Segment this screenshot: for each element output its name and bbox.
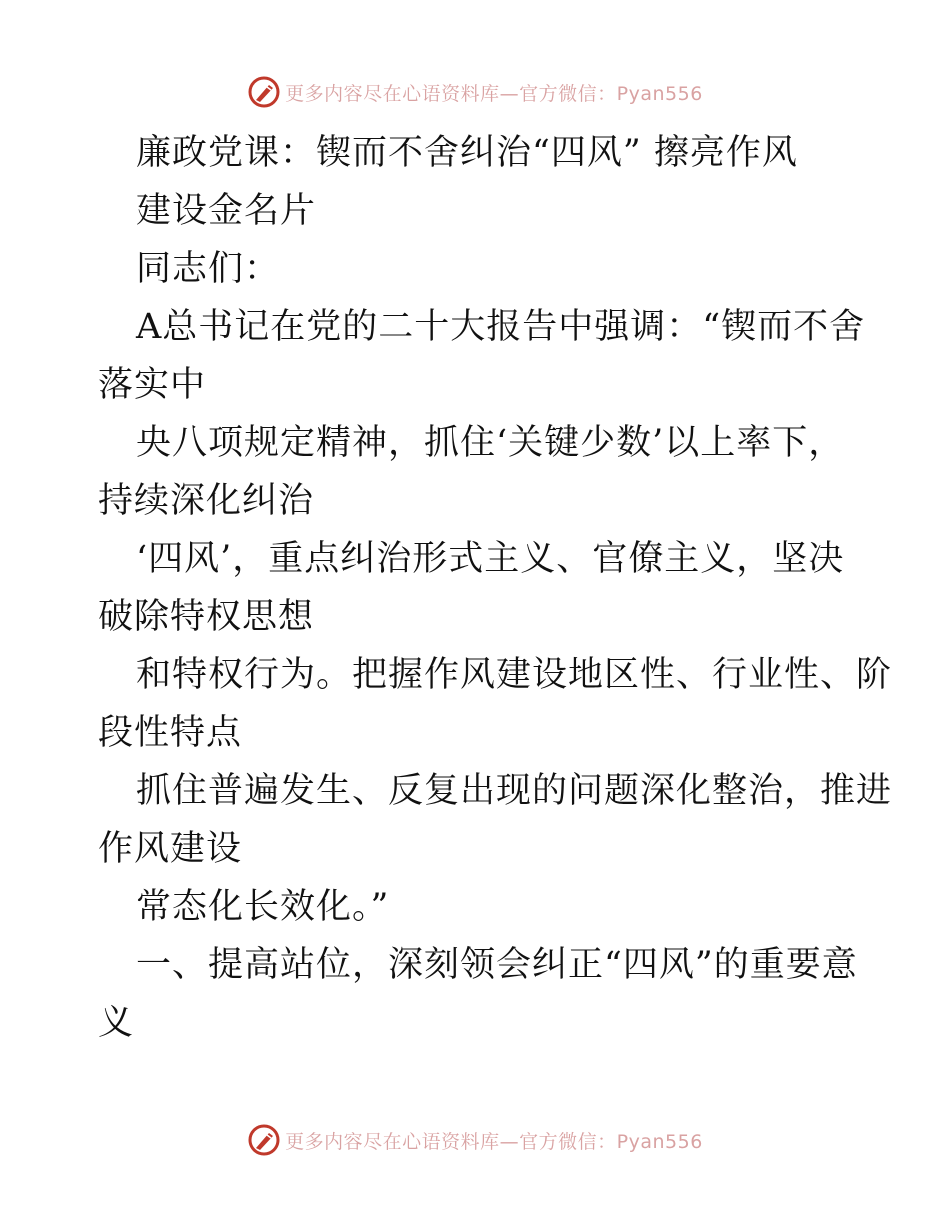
text-line: 廉政党课：锲而不舍纠治“四风” 擦亮作风 [136,133,798,173]
text-line: 抓住普遍发生、反复出现的问题深化整治，推进 [136,771,893,811]
text-line: 落实中 [98,365,207,405]
text-line: 和特权行为。把握作风建设地区性、行业性、阶 [136,655,893,695]
document-body [98,124,893,1052]
footer-watermark [0,1120,950,1160]
text-line: 常态化长效化。” [136,887,390,927]
header-watermark [0,72,950,112]
text-line: 央八项规定精神，抓住‘关键少数’以上率下， [136,423,845,463]
text-line: 段性特点 [98,713,243,753]
text-line: 同志们： [136,249,281,289]
section-heading: 一、提高站位，深刻领会纠正“四风”的重要意 [136,945,858,985]
text-line: 义 [98,1003,135,1043]
text-line: 作风建设 [98,829,243,869]
watermark-text: 更多内容尽在心语资料库—官方微信：Pyan556 [285,1130,703,1153]
watermark-text: 更多内容尽在心语资料库—官方微信：Pyan556 [285,82,703,105]
text-line: 持续深化纠治 [98,481,315,521]
quill-logo-icon [247,75,281,109]
text-line: A总书记在党的二十大报告中强调：“锲而不舍 [136,307,866,347]
text-line: 建设金名片 [136,191,317,231]
quill-logo-icon [247,1123,281,1157]
text-line: 破除特权思想 [98,597,315,637]
text-line: ‘四风’，重点纠治形式主义、官僚主义，坚决 [136,539,845,579]
